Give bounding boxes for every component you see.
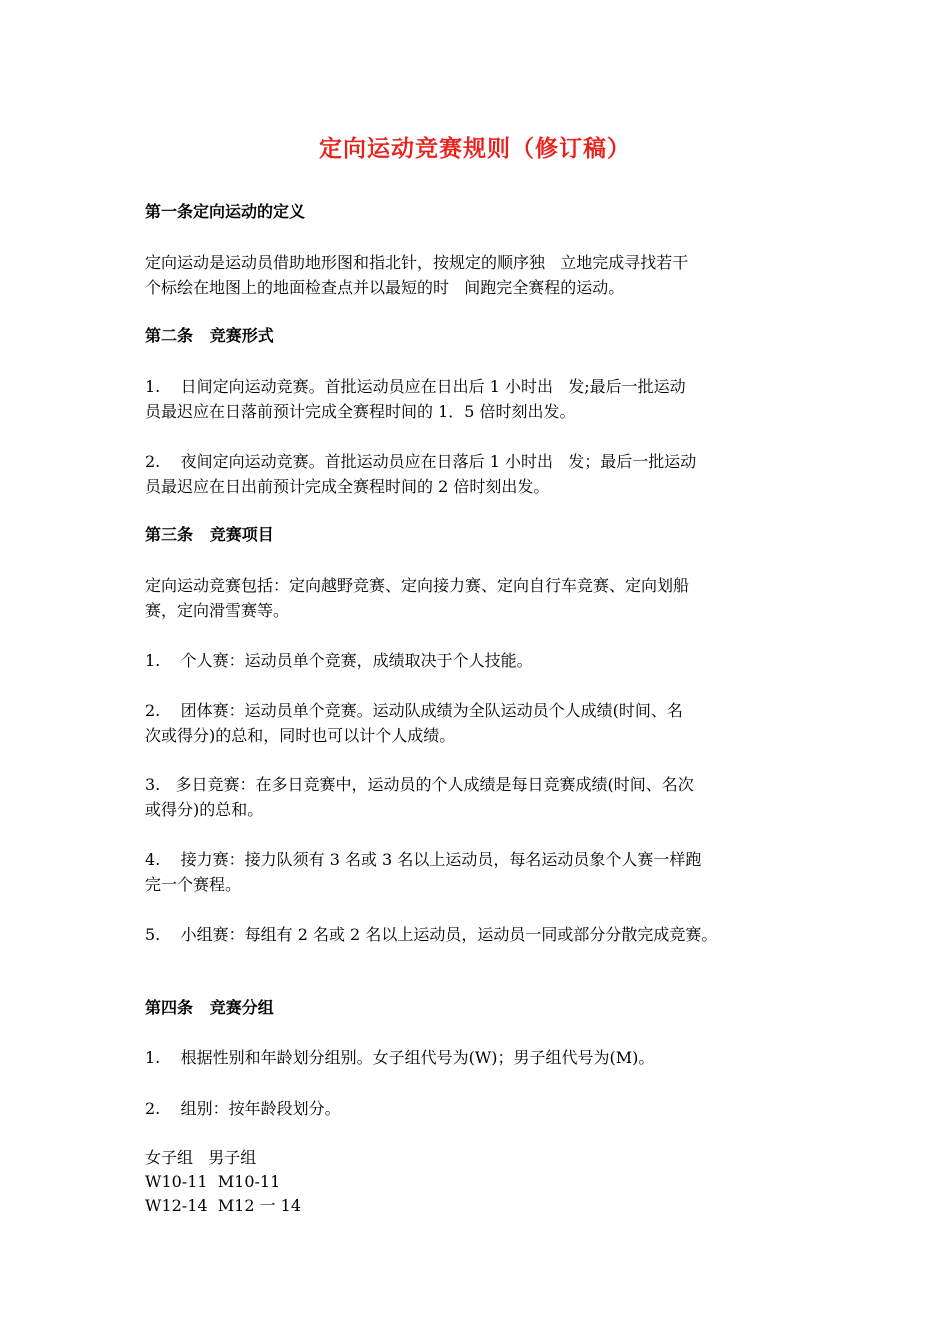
article-3-heading: 第三条 竞赛项目: [145, 525, 274, 544]
paragraph-line: 赛，定向滑雪赛等。: [145, 601, 290, 620]
women-group-header: 女子组: [145, 1148, 194, 1167]
age-group-table: [145, 1146, 545, 1218]
article-3-item-3: [145, 772, 825, 822]
men-group-cell: M10-11: [217, 1172, 281, 1191]
age-group-row: [145, 1194, 545, 1218]
age-group-header-row: [145, 1146, 545, 1170]
paragraph-line: 次或得分)的总和，同时也可以计个人成绩。: [145, 726, 456, 745]
paragraph-line: 1. 日间定向运动竞赛。首批运动员应在日出后 1 小时出 发;最后一批运动: [145, 377, 686, 396]
paragraph-line: 2. 团体赛：运动员单个竞赛。运动队成绩为全队运动员个人成绩(时间、名: [145, 701, 683, 720]
article-3-item-2: [145, 698, 825, 748]
men-group-header: 男子组: [208, 1148, 257, 1167]
article-3-item-5: [145, 922, 825, 947]
article-2-item-1: [145, 374, 825, 424]
article-3-intro: [145, 573, 825, 623]
paragraph-line: 定向运动是运动员借助地形图和指北针，按规定的顺序独 立地完成寻找若干: [145, 253, 689, 272]
paragraph-line: 员最迟应在日出前预计完成全赛程时间的 2 倍时刻出发。: [145, 477, 550, 496]
paragraph-line: 或得分)的总和。: [145, 800, 264, 819]
paragraph-line: 3. 多日竞赛：在多日竞赛中，运动员的个人成绩是每日竞赛成绩(时间、名次: [145, 775, 694, 794]
article-4-heading: 第四条 竞赛分组: [145, 998, 274, 1017]
article-1-heading: 第一条定向运动的定义: [145, 202, 306, 221]
paragraph-line: 完一个赛程。: [145, 875, 242, 894]
paragraph-line: 个标绘在地图上的地面检查点并以最短的时 间跑完全赛程的运动。: [145, 278, 625, 297]
paragraph-line: 2. 夜间定向运动竞赛。首批运动员应在日落后 1 小时出 发；最后一批运动: [145, 452, 697, 471]
paragraph-line: 定向运动竞赛包括：定向越野竞赛、定向接力赛、定向自行车竞赛、定向划船: [145, 576, 690, 595]
article-2-heading: 第二条 竞赛形式: [145, 326, 274, 345]
age-group-row: [145, 1170, 545, 1194]
paragraph-line: 1. 个人赛：运动员单个竞赛，成绩取决于个人技能。: [145, 651, 533, 670]
women-group-cell: W10-11: [145, 1172, 208, 1191]
paragraph-line: 5. 小组赛：每组有 2 名或 2 名以上运动员，运动员一同或部分分散完成竞赛。: [145, 925, 718, 944]
article-4-item-1: [145, 1045, 825, 1070]
women-group-cell: W12-14: [145, 1196, 208, 1215]
paragraph-line: 1. 根据性别和年龄划分组别。女子组代号为(W)；男子组代号为(M)。: [145, 1048, 655, 1067]
paragraph-line: 4. 接力赛：接力队须有 3 名或 3 名以上运动员，每名运动员象个人赛一样跑: [145, 850, 702, 869]
paragraph-line: 2. 组别：按年龄段划分。: [145, 1099, 341, 1118]
document-title: 定向运动竞赛规则（修订稿）: [319, 136, 631, 162]
paragraph-line: 员最迟应在日落前预计完成全赛程时间的 1．5 倍时刻出发。: [145, 402, 576, 421]
article-2-item-2: [145, 449, 825, 499]
men-group-cell: M12 一 14: [217, 1196, 302, 1215]
article-4-item-2: [145, 1096, 825, 1121]
article-3-item-1: [145, 648, 825, 673]
article-3-item-4: [145, 847, 825, 897]
article-1-paragraph: [145, 250, 825, 300]
